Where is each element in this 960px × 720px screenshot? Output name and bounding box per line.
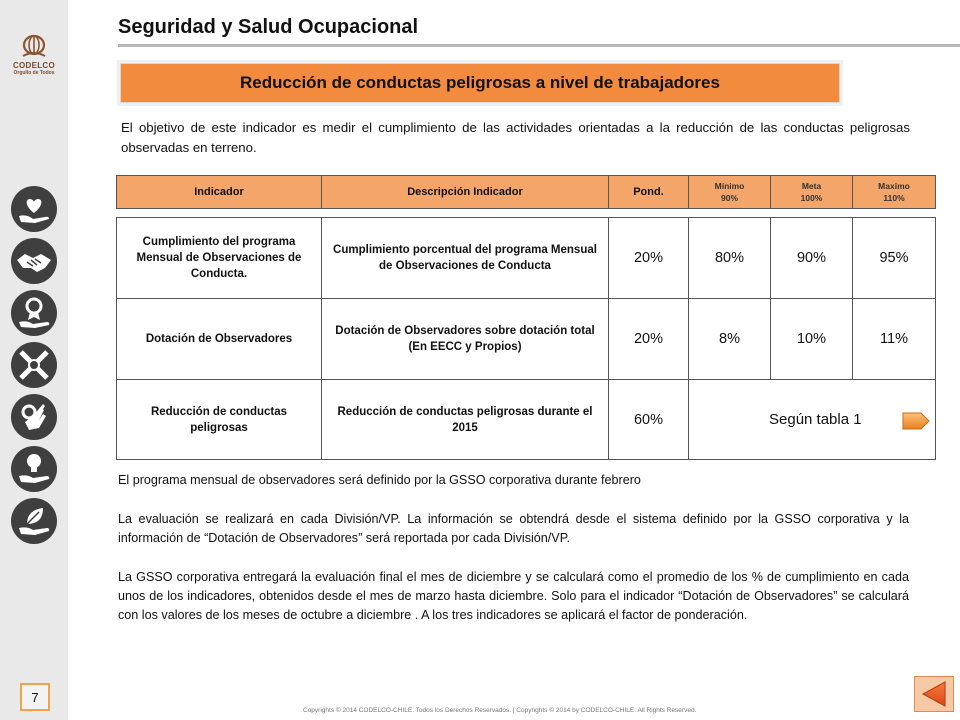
paragraph-gsso: La GSSO corporativa entregará la evaluación final el mes de diciembre y se calculará como el promedio de los % de cumplimiento en cada unos de los indicadores, obtenidos desde el mes de marzo hasta diciembre. Solo para el indicador “Dotación de Observadores” se calculará con los valores de los meses de octubre a diciembre . A los tres indicadores se aplicará el factor de ponderación.	[118, 570, 909, 622]
handshake-icon	[11, 238, 57, 284]
arrow-right-icon[interactable]	[901, 409, 931, 433]
cell-descripcion: Cumplimiento porcentual del programa Mensual de Observaciones de Conducta	[322, 218, 609, 298]
previous-slide-button[interactable]	[914, 676, 954, 712]
cell-minimo: 80%	[689, 218, 771, 298]
cell-maximo: 95%	[879, 250, 909, 266]
cell-meta: 10%	[771, 299, 853, 379]
logo	[6, 34, 62, 76]
logo-tagline: Orgullo de Todos	[13, 70, 55, 76]
title-divider	[118, 44, 960, 47]
table-header	[116, 175, 936, 209]
cell-meta: 90%	[771, 218, 853, 298]
header-maximo-pct: 110%	[883, 193, 905, 203]
cell-maximo: 11%	[880, 331, 908, 347]
segun-tabla-label: Según tabla 1	[769, 410, 862, 428]
intro-text: El objetivo de este indicador es medir el cumplimiento de las actividades orientadas a la reducción de las conductas peligrosas observadas en terreno.	[121, 120, 910, 155]
leaf-hand-icon	[11, 498, 57, 544]
logo-name: CODELCO	[12, 61, 56, 70]
lightbulb-hand-icon	[11, 446, 57, 492]
header-minimo-label: Mínimo	[714, 181, 745, 191]
header-minimo-pct: 90%	[720, 193, 738, 203]
header-minimo	[689, 176, 771, 208]
table-row	[117, 299, 935, 380]
table-row	[117, 218, 935, 299]
paragraph-programa: El programa mensual de observadores será definido por la GSSO corporativa durante febrero	[118, 473, 641, 487]
page-title: Seguridad y Salud Ocupacional	[118, 16, 419, 38]
cell-descripcion: Dotación de Observadores sobre dotación total (En EECC y Propios)	[322, 299, 609, 379]
cell-indicador: Cumplimiento del programa Mensual de Observaciones de Conducta.	[117, 218, 322, 298]
sidebar	[0, 0, 68, 720]
cell-indicador: Reducción de conductas peligrosas	[117, 380, 322, 459]
codelco-logo-icon	[20, 34, 48, 60]
cell-pond: 20%	[609, 218, 689, 298]
paragraph-evaluacion: La evaluación se realizará en cada División/VP. La información se obtendrá desde el sistema definido por la GSSO corporativa y la información de “Dotación de Observadores” será reportada por cada División/VP.	[118, 512, 909, 545]
header-maximo	[853, 176, 935, 208]
copyright-footer: Copyrights © 2014 CODELCO-CHILE. Todos los Derechos Reservados. | Copyrights © 2014 by CODELCO-CHILE. All Rights Reserved.	[303, 707, 697, 714]
medal-hand-icon	[11, 290, 57, 336]
table-body	[116, 217, 936, 460]
table-row	[117, 380, 935, 459]
cell-merged-targets	[689, 380, 935, 459]
section-banner: Reducción de conductas peligrosas a nivel de trabajadores	[120, 63, 840, 103]
heart-hand-icon	[11, 186, 57, 232]
header-meta-label: Meta	[801, 181, 822, 191]
cell-descripcion: Reducción de conductas peligrosas durante el 2015	[322, 380, 609, 459]
arrow-left-icon	[915, 677, 953, 711]
header-indicador: Indicador	[117, 176, 322, 208]
header-meta-pct: 100%	[800, 193, 823, 203]
page-number: 7	[20, 683, 50, 711]
header-descripcion: Descripción Indicador	[322, 176, 609, 208]
cell-minimo: 8%	[689, 299, 771, 379]
cell-pond: 20%	[609, 299, 689, 379]
ok-hand-icon	[11, 394, 57, 440]
header-meta	[771, 176, 853, 208]
cell-pond: 60%	[609, 380, 689, 459]
cell-indicador: Dotación de Observadores	[117, 299, 322, 379]
header-maximo-label: Maximo	[878, 181, 910, 191]
header-pond: Pond.	[609, 176, 689, 208]
arrows-icon	[11, 342, 57, 388]
